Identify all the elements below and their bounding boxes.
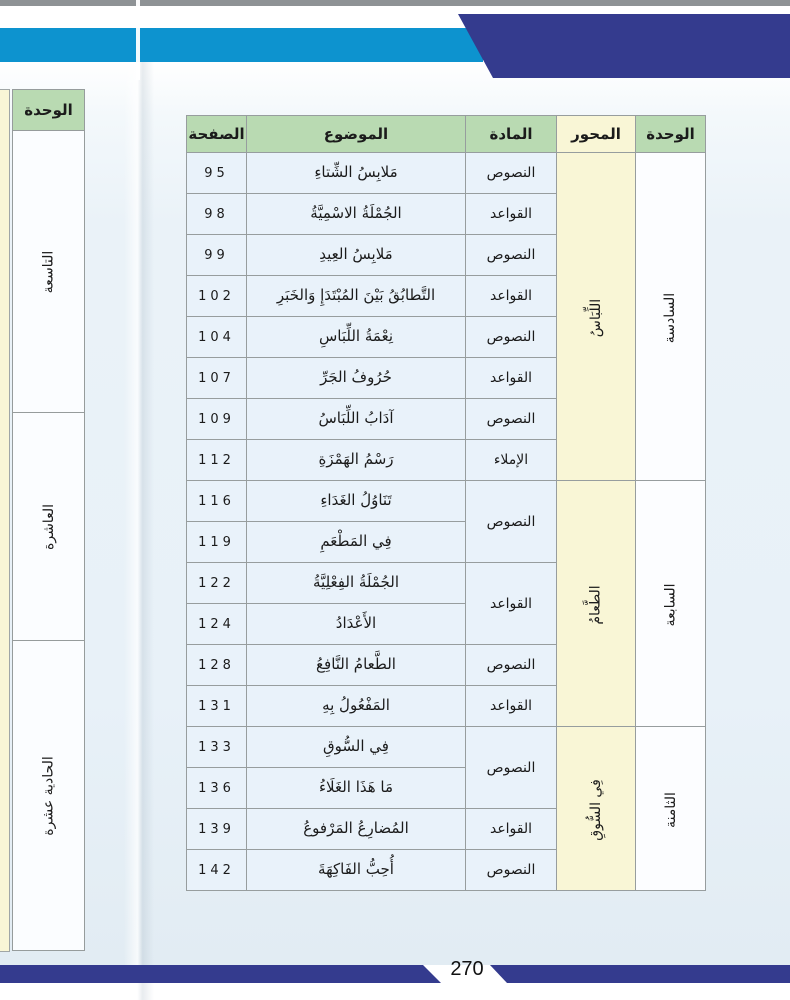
axis-header: المحور (557, 116, 636, 153)
adjacent-unit-cell (13, 413, 84, 641)
subject-cell: القواعد (466, 194, 557, 235)
topic-cell: أُحِبُّ الفَاكِهَةَ (247, 850, 466, 891)
subject-cell: النصوص (466, 481, 557, 563)
top-gray-strip (0, 0, 790, 6)
topic-cell: فِي السُّوقِ (247, 727, 466, 768)
subject-cell: النصوص (466, 317, 557, 358)
subject-cell: القواعد (466, 686, 557, 727)
subject-cell: النصوص (466, 153, 557, 194)
page-cell: 133 (187, 727, 247, 768)
subject-cell: النصوص (466, 850, 557, 891)
subject-header: المادة (466, 116, 557, 153)
page-cell: 98 (187, 194, 247, 235)
topic-cell: حُرُوفُ الجَرِّ (247, 358, 466, 399)
subject-cell: القواعد (466, 358, 557, 399)
adjacent-page-axis-strip (0, 89, 10, 952)
toc-row (187, 727, 706, 768)
subject-cell: الإملاء (466, 440, 557, 481)
axis-label: الطَّعامُ (587, 585, 604, 625)
footer-band-right (490, 965, 790, 983)
unit-label: السابعة (662, 583, 679, 627)
topic-cell: فِي المَطْعَمِ (247, 522, 466, 563)
adjacent-unit-label: العاشرة (40, 503, 57, 550)
topic-cell: رَسْمُ الهَمْزَةِ (247, 440, 466, 481)
page-cell: 128 (187, 645, 247, 686)
adjacent-unit-label: الحادية عشرة (40, 755, 57, 836)
adjacent-unit-cell (13, 131, 84, 413)
topic-cell: الأَعْدَادُ (247, 604, 466, 645)
page-cell: 119 (187, 522, 247, 563)
toc-row (187, 481, 706, 522)
page-cell: 95 (187, 153, 247, 194)
page-cell: 131 (187, 686, 247, 727)
axis-label: اللِّبَاسُ (588, 298, 604, 338)
subject-cell: النصوص (466, 645, 557, 686)
topic-cell: مَا هَذَا الغَلَاءُ (247, 768, 466, 809)
topic-cell: المُضارِعُ المَرْفوعُ (247, 809, 466, 850)
axis-cell (557, 481, 636, 727)
page-cell: 124 (187, 604, 247, 645)
page-cell: 99 (187, 235, 247, 276)
topic-cell: آدَابُ اللِّبَاسُ (247, 399, 466, 440)
page-number: 270 (450, 957, 484, 980)
page-cell: 112 (187, 440, 247, 481)
toc-header-row (187, 116, 706, 153)
page-cell: 142 (187, 850, 247, 891)
subject-cell: النصوص (466, 399, 557, 440)
unit-label: السادسة (662, 292, 679, 344)
topic-cell: الطَّعامُ النَّافِعُ (247, 645, 466, 686)
unit-header: الوحدة (636, 116, 706, 153)
topic-cell: المَفْعُولُ بِهِ (247, 686, 466, 727)
unit-cell (636, 153, 706, 481)
unit-cell (636, 727, 706, 891)
toc-table (186, 115, 706, 891)
topic-cell: مَلابِسُ العِيدِ (247, 235, 466, 276)
unit-label: الثامنة (662, 792, 679, 828)
topic-cell: الجُمْلَةُ الاسْمِيَّةُ (247, 194, 466, 235)
topic-cell: التَّطابُقُ بَيْنَ المُبْتَدَإِ وَالخَبَرِ (247, 276, 466, 317)
page-cell: 116 (187, 481, 247, 522)
top-navy-band (455, 14, 790, 78)
book-fold-shadow (124, 62, 154, 1000)
axis-label: فِي السُّوقِ (588, 779, 604, 841)
subject-cell: القواعد (466, 276, 557, 317)
topic-cell: الجُمْلَةُ الفِعْلِيَّةُ (247, 563, 466, 604)
subject-cell: القواعد (466, 809, 557, 850)
page-cell: 109 (187, 399, 247, 440)
axis-cell (557, 727, 636, 891)
page-cell: 102 (187, 276, 247, 317)
page-cell: 139 (187, 809, 247, 850)
subject-cell: النصوص (466, 727, 557, 809)
page-cell: 107 (187, 358, 247, 399)
adjacent-page-unit-column (12, 89, 85, 951)
toc-row (187, 153, 706, 194)
adjacent-unit-cell (13, 641, 84, 950)
adjacent-unit-header: الوحدة (13, 90, 84, 131)
adjacent-unit-label: التاسعة (40, 250, 57, 293)
axis-cell (557, 153, 636, 481)
topic-cell: نِعْمَةُ اللِّبَاسِ (247, 317, 466, 358)
subject-cell: القواعد (466, 563, 557, 645)
subject-cell: النصوص (466, 235, 557, 276)
page-cell: 104 (187, 317, 247, 358)
page-cell: 122 (187, 563, 247, 604)
page-cell: 136 (187, 768, 247, 809)
page-header: الصفحة (187, 116, 247, 153)
topic-cell: مَلابِسُ الشِّتاءِ (247, 153, 466, 194)
footer-band-left (0, 965, 441, 983)
topic-header: الموضوع (247, 116, 466, 153)
top-cyan-band (0, 28, 483, 62)
page-edge-line (136, 0, 140, 80)
topic-cell: تَنَاوُلُ الغَدَاءِ (247, 481, 466, 522)
unit-cell (636, 481, 706, 727)
